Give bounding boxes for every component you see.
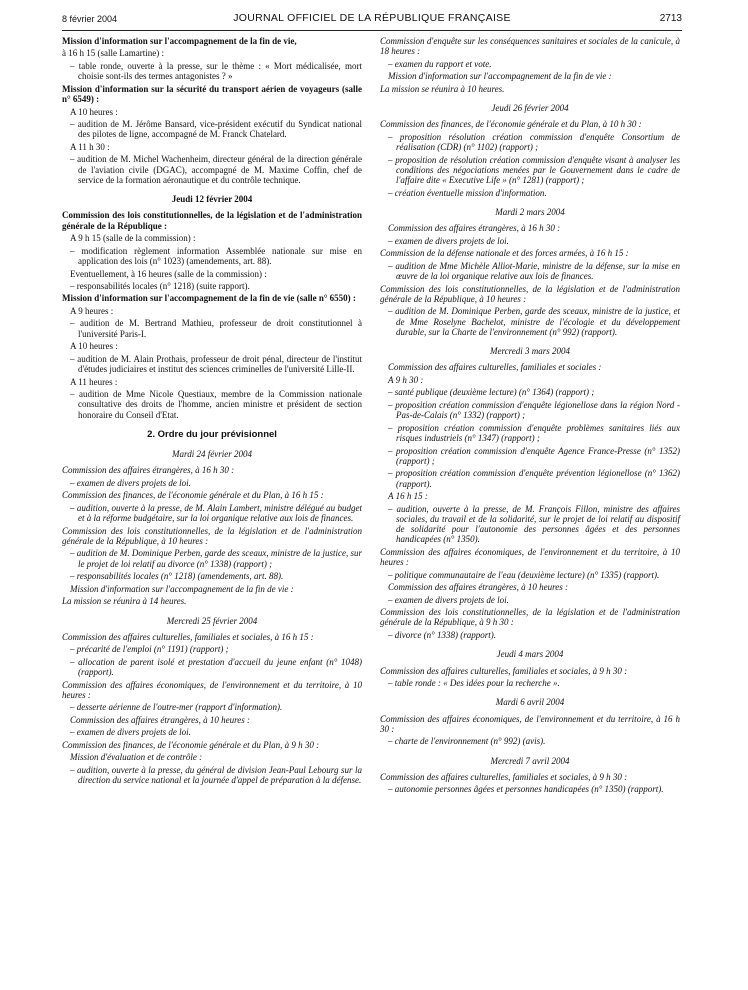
paragraph: – audition, ouverte à la presse, du général de division Jean-Paul Lebourg sur la direction du service national et la journée d'appel de préparation à la défense. <box>70 764 362 786</box>
paragraph: Jeudi 4 mars 2004 <box>496 649 564 660</box>
paragraph: Commission de la défense nationale et des forces armées, à 16 h 15 : <box>380 248 629 259</box>
paragraph: Mission d'information sur l'accompagnement de la fin de vie : <box>388 71 612 82</box>
paragraph: Commission des lois constitutionnelles, de la législation et de l'administration générale de la République : <box>62 210 362 231</box>
paragraph: A 10 heures : <box>70 106 118 117</box>
paragraph: – responsabilités locales (n° 1218) (suite rapport). <box>70 281 250 291</box>
paragraph: – précarité de l'emploi (n° 1191) (rapport) ; <box>70 644 229 655</box>
paragraph: A 11 heures : <box>70 376 118 387</box>
paragraph: – charte de l'environnement (n° 992) (avis). <box>388 736 546 747</box>
paragraph: – proposition création commission d'enquête problèmes sanitaires liés aux risques industriels (n° 1347) (rapport) ; <box>388 422 680 444</box>
paragraph: A 11 h 30 : <box>70 141 110 152</box>
paragraph: Mission d'information sur la sécurité du transport aérien de voyageurs (salle n° 6549) : <box>62 83 362 105</box>
paragraph: Mission d'évaluation et de contrôle : <box>70 752 203 763</box>
paragraph: – proposition création commission d'enquête légionellose dans la région Nord - Pas-de-Calais (n° 1332) (rapport) ; <box>388 399 680 421</box>
paragraph: Commission des finances, de l'économie générale et du Plan, à 16 h 15 : <box>62 490 324 501</box>
paragraph: Commission des affaires culturelles, familiales et sociales : <box>388 362 602 373</box>
paragraph: 2. Ordre du jour prévisionnel <box>147 428 277 440</box>
paragraph: – table ronde, ouverte à la presse, sur le thème : « Mort médicalisée, mort choisie sont-ils des termes antagonistes ? » <box>70 60 362 82</box>
paragraph: Commission des affaires culturelles, familiales et sociales, à 9 h 30 : <box>380 771 628 782</box>
journal-title: JOURNAL OFFICIEL DE LA RÉPUBLIQUE FRANÇAISE <box>233 12 511 24</box>
paragraph: – création éventuelle mission d'information. <box>388 187 547 198</box>
paragraph: Mardi 24 février 2004 <box>172 449 252 460</box>
paragraph: A 16 h 15 : <box>388 491 428 502</box>
paragraph: – audition de M. Bertrand Mathieu, professeur de droit constitutionnel à l'université Paris-I. <box>70 318 362 339</box>
paragraph: – proposition création commission d'enquête prévention légionellose (n° 1362) (rapport). <box>388 468 680 489</box>
paragraph: – divorce (n° 1338) (rapport). <box>388 629 496 640</box>
paragraph: – modification règlement information Assemblée nationale sur mise en application des lois (n° 1023) (amendements, art. 88). <box>70 245 362 267</box>
paragraph: Commission des affaires économiques, de l'environnement et du territoire, à 16 h 30 : <box>380 713 680 734</box>
paragraph: – proposition de résolution création commission d'enquête visant à analyser les conditions des négociations menées par le Gouvernement dans le cadre de l'affaire dite « Executive Life » (n° 1281) (rapport) ; <box>388 154 680 186</box>
paragraph: Mission d'information sur l'accompagnement de la fin de vie : <box>70 583 294 594</box>
paragraph: – audition de M. Dominique Perben, garde des sceaux, ministre de la justice, et de Mme Roselyne Bachelot, ministre de l'écologie et du développement durable, sur la Charte de l'environnement (n° 992) (rapport). <box>388 306 680 337</box>
paragraph: – audition, ouverte à la presse, de M. Alain Lambert, ministre délégué au budget et à la réforme budgétaire, sur la loi organique relative aux lois de finances. <box>70 502 362 524</box>
paragraph: Commission des affaires étrangères, à 10 heures : <box>70 714 250 725</box>
paragraph: à 16 h 15 (salle Lamartine) : <box>62 48 164 59</box>
paragraph: La mission se réunira à 14 heures. <box>62 596 187 607</box>
paragraph: A 10 heures : <box>70 341 118 352</box>
paragraph: – audition de Mme Michèle Alliot-Marie, ministre de la défense, sur la mise en œuvre de la loi organique relative aux lois de finances. <box>388 260 680 282</box>
paragraph: A 9 h 15 (salle de la commission) : <box>70 233 196 244</box>
paragraph: – allocation de parent isolé et prestation d'accueil du jeune enfant (n° 1048) (rapport). <box>70 656 362 678</box>
paragraph: – politique communautaire de l'eau (deuxième lecture) (n° 1335) (rapport). <box>388 569 660 580</box>
paragraph: – proposition résolution création commission d'enquête Consortium de réalisation (CDR) (n° 1102) (rapport) ; <box>388 131 680 153</box>
paragraph: A 9 heures : <box>70 305 114 316</box>
issue-date: 8 février 2004 <box>62 14 118 24</box>
paragraph: Mardi 6 avril 2004 <box>495 697 565 708</box>
paragraph: – examen de divers projets de loi. <box>70 477 191 488</box>
paragraph: Commission des affaires économiques, de l'environnement et du territoire, à 10 heures : <box>62 679 362 700</box>
paragraph: Eventuellement, à 16 heures (salle de la commission) : <box>70 268 267 279</box>
paragraph: Jeudi 12 février 2004 <box>171 194 253 205</box>
header-rule <box>62 30 682 31</box>
paragraph: Mission d'information sur l'accompagnement de la fin de vie, <box>62 36 297 46</box>
paragraph: Jeudi 26 février 2004 <box>491 103 569 114</box>
page-header <box>62 12 682 28</box>
paragraph: – examen de divers projets de loi. <box>388 235 509 246</box>
paragraph: – table ronde : « Des idées pour la recherche ». <box>388 678 560 689</box>
paragraph: A 9 h 30 : <box>388 374 424 385</box>
paragraph: Mission d'information sur l'accompagnement de la fin de vie (salle n° 6550) : <box>62 293 356 304</box>
paragraph: Commission des affaires économiques, de l'environnement et du territoire, à 10 heures : <box>380 546 680 568</box>
paragraph: Mercredi 3 mars 2004 <box>489 346 571 357</box>
paragraph: – audition de Mme Nicole Questiaux, membre de la Commission nationale consultative des droits de l'homme, ancien ministre et président de section honoraire du Conseil d'Etat. <box>70 388 362 420</box>
paragraph: Commission des lois constitutionnelles, de la législation et de l'administration générale de la République, à 10 heures : <box>62 525 362 546</box>
paragraph: – santé publique (deuxième lecture) (n° 1364) (rapport) ; <box>388 387 595 398</box>
page-number: 2713 <box>659 13 682 24</box>
right-column <box>380 36 680 797</box>
paragraph: – audition de M. Alain Prothais, professeur de droit pénal, directeur de l'institut d'études judiciaires et institut des sciences criminelles de l'université Lille-II. <box>70 353 362 375</box>
paragraph: – audition de M. Dominique Perben, garde des sceaux, ministre de la justice, sur le projet de loi relatif au divorce (n° 1338) (rapport) ; <box>70 548 362 569</box>
paragraph: – audition de M. Michel Wachenheim, directeur général de la direction générale de l'aviation civile (DGAC), accompagné de M. Maxime Coffin, chef de service de la formation aéronautique et du contrôle technique. <box>70 154 362 185</box>
paragraph: – examen de divers projets de loi. <box>70 727 191 738</box>
paragraph: Commission des affaires étrangères, à 10 heures : <box>388 582 568 593</box>
paragraph: Mercredi 7 avril 2004 <box>490 755 570 766</box>
paragraph: Commission des lois constitutionnelles, de la législation et de l'administration générale de la République, à 10 heures : <box>380 283 680 304</box>
paragraph: – desserte aérienne de l'outre-mer (rapport d'information). <box>70 702 283 713</box>
paragraph: Commission des finances, de l'économie générale et du Plan, à 10 h 30 : <box>380 119 642 130</box>
paragraph: Commission des affaires étrangères, à 16 h 30 : <box>62 465 235 476</box>
paragraph: – audition, ouverte à la presse, de M. François Fillon, ministre des affaires sociales, du travail et de la solidarité, sur le projet de loi relatif au dispositif de solidarité pour l'autonomie des personnes âgées et des personnes handicapées (n° 1350). <box>388 503 680 545</box>
paragraph: – responsabilités locales (n° 1218) (amendements, art. 88). <box>70 571 284 582</box>
paragraph: – proposition création commission d'enquête Agence France-Presse (n° 1352) (rapport) ; <box>388 445 680 466</box>
paragraph: – examen du rapport et vote. <box>388 58 492 69</box>
paragraph: Mardi 2 mars 2004 <box>495 206 565 217</box>
paragraph: – audition de M. Jérôme Bansard, vice-président exécutif du Syndicat national des pilotes de ligne, accompagné de M. Franck Chatelard. <box>70 119 362 140</box>
paragraph: La mission se réunira à 10 heures. <box>380 83 505 94</box>
paragraph: Commission des lois constitutionnelles, de la législation et de l'administration générale de la République, à 9 h 30 : <box>380 607 680 628</box>
paragraph: – autonomie personnes âgées et personnes handicapées (n° 1350) (rapport). <box>388 784 664 795</box>
paragraph: Commission des affaires culturelles, familiales et sociales, à 9 h 30 : <box>380 665 628 676</box>
paragraph: Commission des finances, de l'économie générale et du Plan, à 9 h 30 : <box>62 739 320 750</box>
paragraph: Commission des affaires culturelles, familiales et sociales, à 16 h 15 : <box>62 631 314 642</box>
paragraph: Commission des affaires étrangères, à 16 h 30 : <box>388 223 561 234</box>
paragraph: – examen de divers projets de loi. <box>388 594 509 605</box>
left-column <box>62 36 362 788</box>
paragraph: Commission d'enquête sur les conséquences sanitaires et sociales de la canicule, à 18 heures : <box>380 36 680 57</box>
paragraph: Mercredi 25 février 2004 <box>166 615 258 626</box>
